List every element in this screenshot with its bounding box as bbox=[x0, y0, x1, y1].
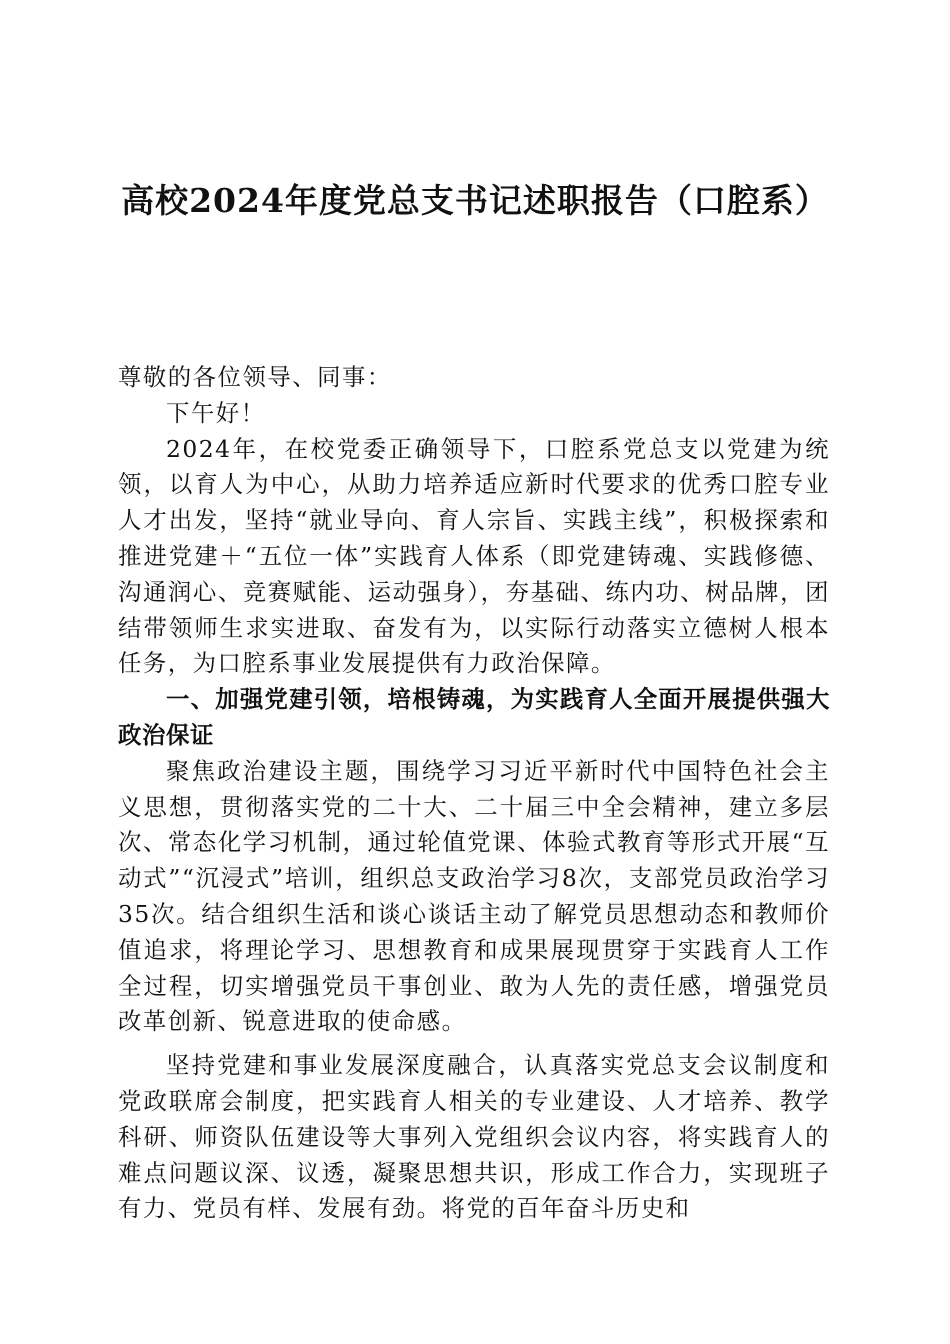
greeting: 下午好！ bbox=[166, 398, 266, 427]
body-paragraph: 聚焦政治建设主题，围绕学习习近平新时代中国特色社会主义思想，贯彻落实党的二十大、二十届三中全会精神，建立多层次、常态化学习机制，通过轮值党课、体验式教育等形式开展“互动式”“沉浸式”培训，组织总支政治学习8次，支部党员政治学习35次。结合组织生活和谈心谈话主动了解党员思想动态和教师价值追求，将理论学习、思想教育和成果展现贯穿于实践育人工作全过程，切实增强党员干事创业、敢为人先的责任感，增强党员改革创新、锐意进取的使命感。 bbox=[118, 756, 830, 1036]
document-body bbox=[118, 360, 830, 1227]
section-heading: 一、加强党建引领，培根铸魂，为实践育人全面开展提供强大政治保证 bbox=[118, 685, 830, 749]
title-block bbox=[118, 163, 832, 239]
intro-paragraph: 2024年，在校党委正确领导下，口腔系党总支以党建为统领，以育人为中心，从助力培养适应新时代要求的优秀口腔专业人才出发，坚持“就业导向、育人宗旨、实践主线”，积极探索和推进党建＋“五位一体”实践育人体系（即党建铸魂、实践修德、沟通润心、竞赛赋能、运动强身），夯基础、练内功、树品牌，团结带领师生求实进取、奋发有为，以实际行动落实立德树人根本任务，为口腔系事业发展提供有力政治保障。 bbox=[118, 434, 830, 678]
document-title: 高校2024年度党总支书记述职报告（口腔系） bbox=[121, 181, 829, 220]
body-paragraph: 坚持党建和事业发展深度融合，认真落实党总支会议制度和党政联席会制度，把实践育人相关的专业建设、人才培养、教学科研、师资队伍建设等大事列入党组织会议内容，将实践育人的难点问题议深、议透，凝聚思想共识，形成工作合力，实现班子有力、党员有样、发展有劲。将党的百年奋斗历史和 bbox=[118, 1051, 830, 1223]
salutation: 尊敬的各位领导、同事： bbox=[118, 363, 392, 391]
